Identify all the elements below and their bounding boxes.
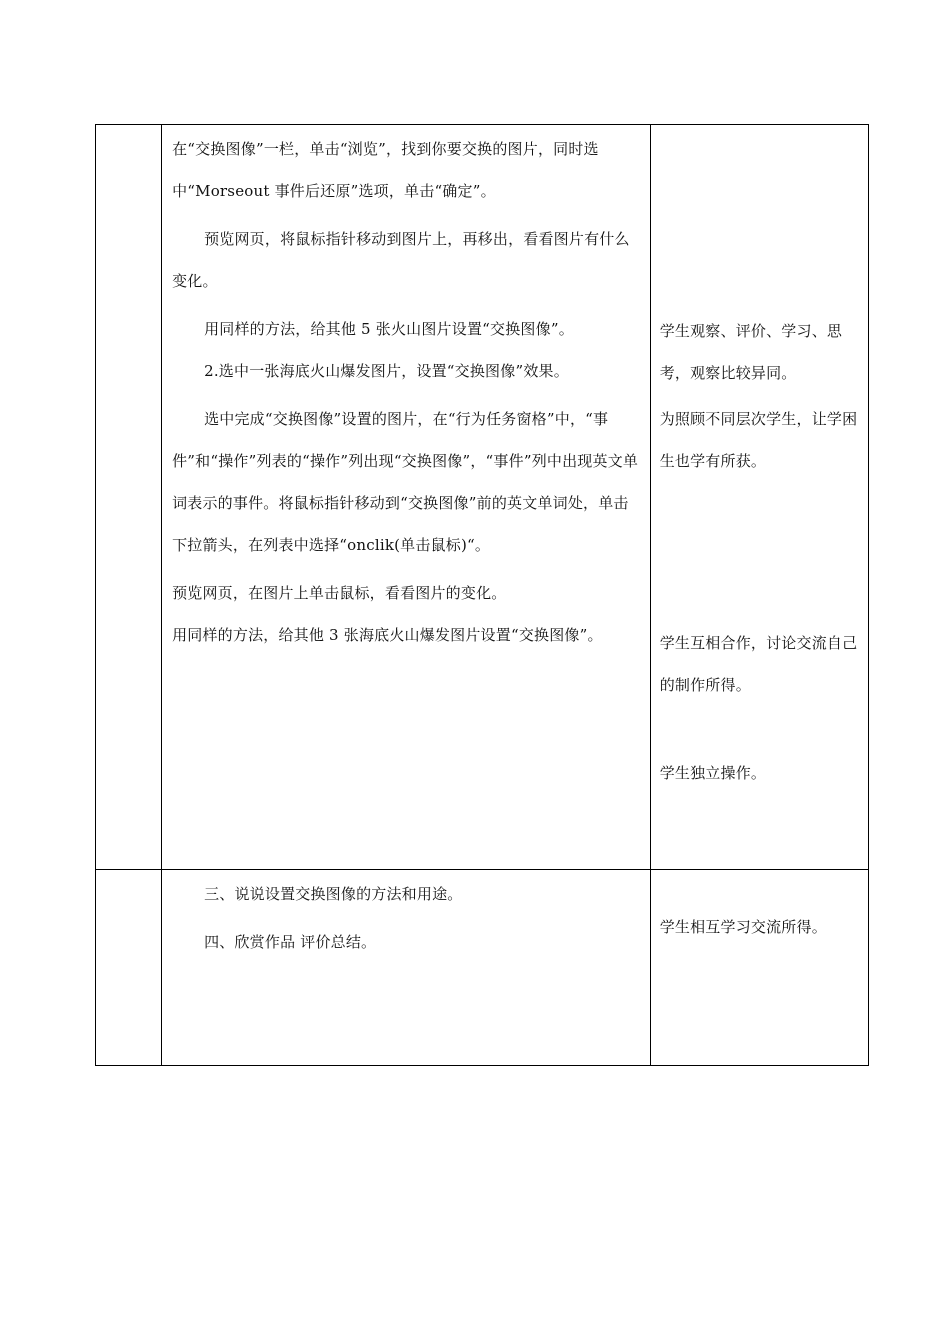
teacher-activity-cell xyxy=(162,870,651,1066)
paragraph: 三、说说设置交换图像的方法和用途。 xyxy=(204,885,463,903)
table-row xyxy=(96,870,869,1066)
paragraph: 学生独立操作。 xyxy=(659,764,767,782)
paragraph: 2.选中一张海底火山爆发图片，设置“交换图像”效果。 xyxy=(204,362,569,380)
paragraph: 用同样的方法，给其他 5 张火山图片设置“交换图像”。 xyxy=(204,320,574,338)
paragraph: 选中完成“交换图像”设置的图片，在“行为任务窗格”中，“事件”和“操作”列表的“操作”列出现“交换图像”，“事件”列中出现英文单词表示的事件。将鼠标指针移动到“交换图像”前的英文单词处，单击下拉箭头，在列表中选择“onclik(单击鼠标)“。 xyxy=(172,410,639,554)
table-row xyxy=(96,125,869,870)
paragraph: 在“交换图像”一栏，单击“浏览”，找到你要交换的图片，同时选中“Morseout 事件后还原”选项，单击“确定”。 xyxy=(172,140,599,200)
paragraph: 预览网页，在图片上单击鼠标，看看图片的变化。 xyxy=(172,584,507,602)
paragraph: 为照顾不同层次学生，让学困生也学有所获。 xyxy=(659,410,858,470)
paragraph: 学生互相合作，讨论交流自己的制作所得。 xyxy=(659,634,858,694)
student-activity-cell xyxy=(650,125,868,870)
student-activity-cell xyxy=(650,870,868,1066)
stage-cell xyxy=(96,870,162,1066)
teacher-activity-cell xyxy=(162,125,651,870)
paragraph: 学生观察、评价、学习、思考，观察比较异同。 xyxy=(659,322,843,382)
paragraph: 预览网页，将鼠标指针移动到图片上，再移出，看看图片有什么变化。 xyxy=(172,230,630,290)
lesson-plan-table xyxy=(95,124,869,1066)
paragraph: 四、欣赏作品 评价总结。 xyxy=(204,933,377,951)
paragraph: 学生相互学习交流所得。 xyxy=(659,918,827,936)
stage-cell xyxy=(96,125,162,870)
paragraph: 用同样的方法，给其他 3 张海底火山爆发图片设置“交换图像”。 xyxy=(172,626,603,644)
